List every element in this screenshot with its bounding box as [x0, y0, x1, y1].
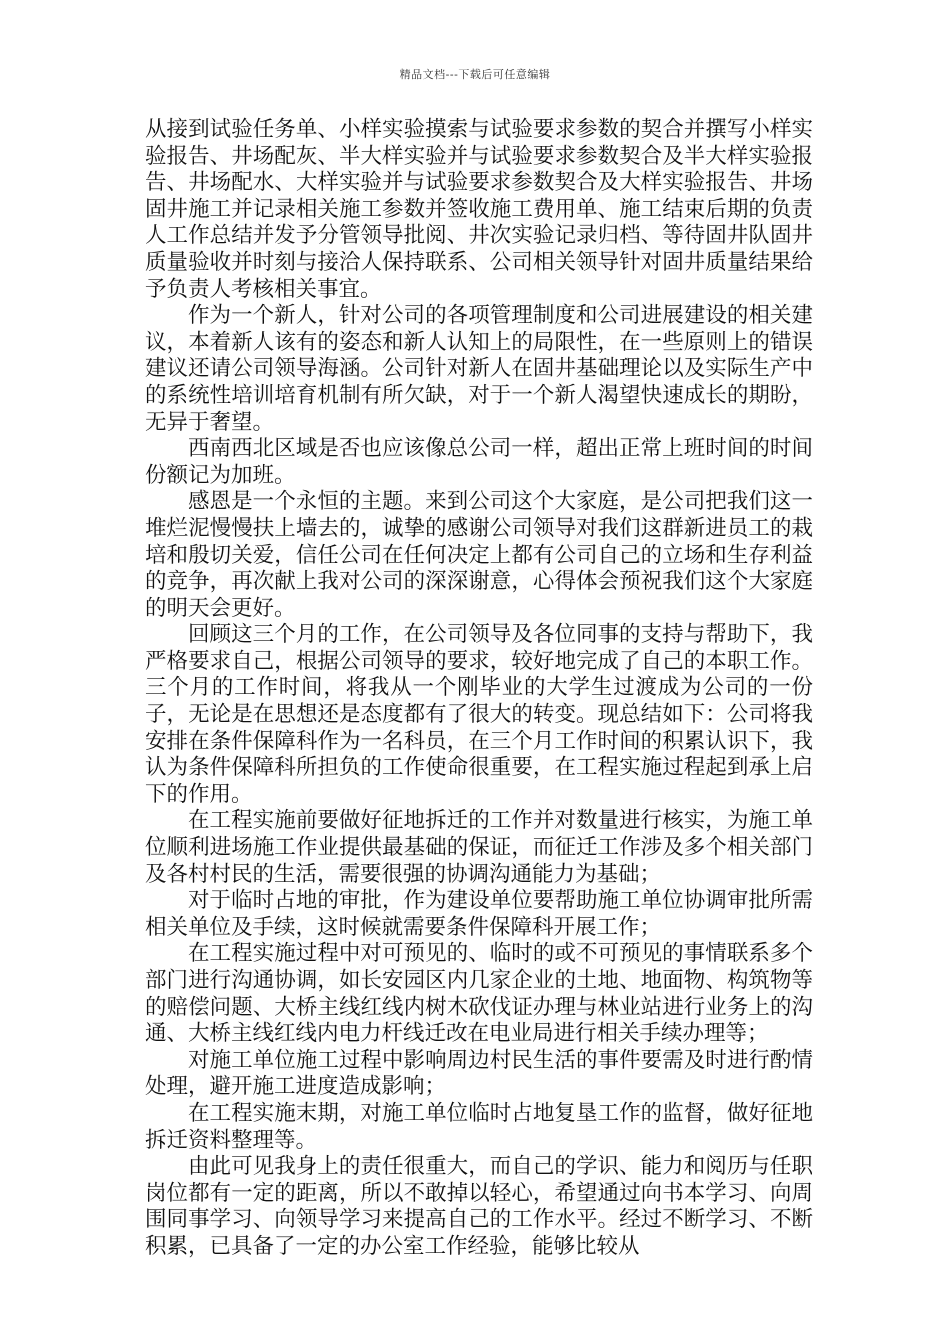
- document-body: [145, 117, 813, 1261]
- paragraph: 西南西北区域是否也应该像总公司一样，超出正常上班时间的时间份额记为加班。: [145, 436, 813, 488]
- paragraph: 对施工单位施工过程中影响周边村民生活的事件要需及时进行酌情处理，避开施工进度造成影响；: [145, 1047, 813, 1100]
- paragraph: 回顾这三个月的工作，在公司领导及各位同事的支持与帮助下，我严格要求自己，根据公司领导的要求，较好地完成了自己的本职工作。三个月的工作时间，将我从一个刚毕业的大学生过渡成为公司的一份子，无论是在思想还是态度都有了很大的转变。现总结如下：公司将我安排在条件保障科作为一名科员，在三个月工作时间的积累认识下，我认为条件保障科所担负的工作使命很重要，在工程实施过程起到承上启下的作用。: [145, 622, 813, 807]
- paragraph: 在工程实施末期，对施工单位临时占地复垦工作的监督，做好征地拆迁资料整理等。: [145, 1100, 813, 1153]
- paragraph: 感恩是一个永恒的主题。来到公司这个大家庭，是公司把我们这一堆烂泥慢慢扶上墙去的，诚挚的感谢公司领导对我们这群新进员工的栽培和殷切关爱，信任公司在任何决定上都有公司自己的立场和生存利益的竞争，再次献上我对公司的深深谢意，心得体会预祝我们这个大家庭的明天会更好。: [145, 489, 813, 621]
- paragraph: 从接到试验任务单、小样实验摸索与试验要求参数的契合并撰写小样实验报告、井场配灰、半大样实验并与试验要求参数契合及半大样实验报告、井场配水、大样实验并与试验要求参数契合及大样实验报告、井场固井施工并记录相关施工参数并签收施工费用单、施工结束后期的负责人工作总结并发予分管领导批阅、井次实验记录归档、等待固井队固井质量验收并时刻与接洽人保持联系、公司相关领导针对固井质量结果给予负责人考核相关事宜。: [145, 117, 813, 302]
- paragraph: 在工程实施过程中对可预见的、临时的或不可预见的事情联系多个部门进行沟通协调，如长安园区内几家企业的土地、地面物、构筑物等的赔偿问题、大桥主线红线内树木砍伐证办理与林业站进行业务上的沟通、大桥主线红线内电力杆线迁改在电业局进行相关手续办理等；: [145, 941, 813, 1047]
- page-header: 精品文档---下载后可任意编辑: [399, 68, 551, 81]
- paragraph: 作为一个新人，针对公司的各项管理制度和公司进展建设的相关建议，本着新人该有的姿态和新人认知上的局限性，在一些原则上的错误建议还请公司领导海涵。公司针对新人在固井基础理论以及实际生产中的系统性培训培育机制有所欠缺，对于一个新人渴望快速成长的期盼，无异于奢望。: [145, 303, 813, 435]
- paragraph: 由此可见我身上的责任很重大，而自己的学识、能力和阅历与任职岗位都有一定的距离，所以不敢掉以轻心，希望通过向书本学习、向周围同事学习、向领导学习来提高自己的工作水平。经过不断学习、不断积累，已具备了一定的办公室工作经验，能够比较从: [145, 1154, 813, 1259]
- paragraph: 对于临时占地的审批，作为建设单位要帮助施工单位协调审批所需相关单位及手续，这时候就需要条件保障科开展工作；: [145, 888, 813, 940]
- paragraph: 在工程实施前要做好征地拆迁的工作并对数量进行核实，为施工单位顺利进场施工作业提供最基础的保证，而征迁工作涉及多个相关部门及各村村民的生活，需要很强的协调沟通能力为基础；: [145, 808, 813, 887]
